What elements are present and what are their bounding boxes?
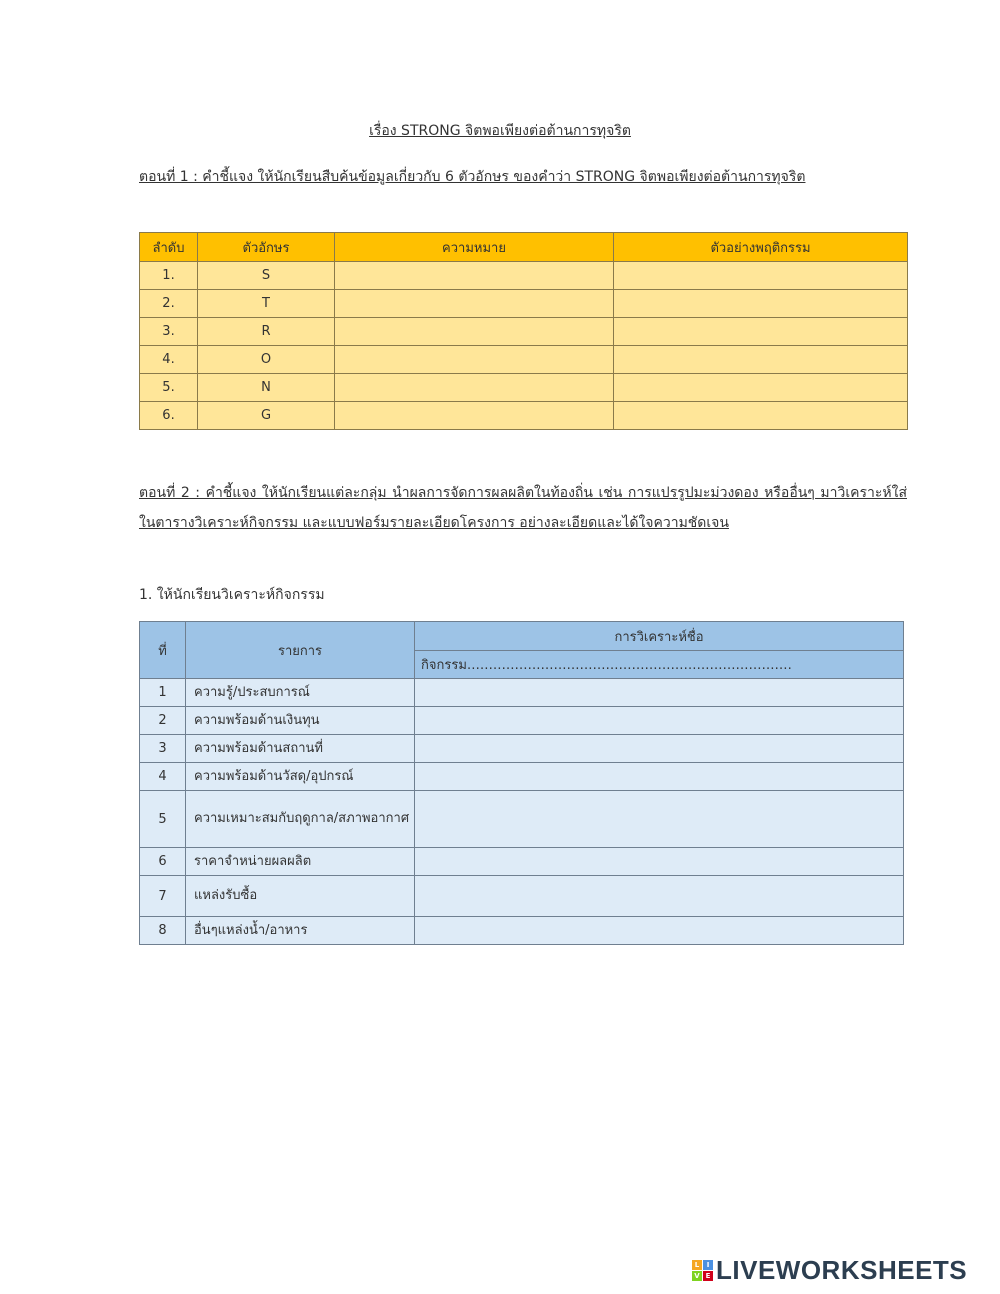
row-letter: N [198,374,335,402]
header-activity: กิจกรรม………………………………………………………………… [415,651,904,679]
header-order: ลำดับ [140,233,198,262]
strong-table [139,232,908,430]
part2-instructions: ตอนที่ 2 : คำชี้แจง ให้นักเรียนแต่ละกลุ่ม นำผลการจัดการผลผลิตในท้องถิ่น เช่น การแปรรูปมะม่วงดอง หรืออื่นๆ มาวิเคราะห์ใส่ในตารางวิเคราะห์กิจกรรม และแบบฟอร์มรายละเอียดโครงการ อย่างละเอียดและได้ใจความชัดเจน [139,485,907,531]
worksheet-title: เรื่อง STRONG จิตพอเพียงต่อต้านการทุจริต [369,123,631,139]
row-letter: R [198,318,335,346]
table-row [140,346,908,374]
analysis-input[interactable] [415,735,904,763]
table-row [140,707,904,735]
row-number: 6. [140,402,198,430]
analysis-input[interactable] [415,707,904,735]
meaning-input[interactable] [335,262,614,290]
row-item: ความพร้อมด้านวัสดุ/อุปกรณ์ [186,763,415,791]
table-row [140,876,904,917]
row-number: 4 [140,763,186,791]
row-item: แหล่งรับซื้อ [186,876,415,917]
row-letter: S [198,262,335,290]
table-row [140,262,908,290]
analysis-table-header [140,622,904,651]
table-row [140,318,908,346]
row-item: อื่นๆแหล่งน้ำ/อาหาร [186,917,415,945]
row-number: 1 [140,679,186,707]
example-input[interactable] [614,374,908,402]
logo-grid-icon [692,1260,713,1281]
meaning-input[interactable] [335,346,614,374]
example-input[interactable] [614,346,908,374]
analysis-input[interactable] [415,876,904,917]
example-input[interactable] [614,402,908,430]
table-row [140,290,908,318]
analysis-input[interactable] [415,679,904,707]
row-item: ความรู้/ประสบการณ์ [186,679,415,707]
row-item: ความเหมาะสมกับฤดูกาล/สภาพอากาศ [186,791,415,848]
row-letter: O [198,346,335,374]
header-meaning: ความหมาย [335,233,614,262]
analysis-input[interactable] [415,917,904,945]
table-row [140,402,908,430]
table-row [140,848,904,876]
example-input[interactable] [614,318,908,346]
analysis-input[interactable] [415,791,904,848]
table-row [140,763,904,791]
logo-tile-v: V [692,1271,702,1281]
header-analysis-name: การวิเคราะห์ชื่อ [415,622,904,651]
meaning-input[interactable] [335,290,614,318]
part1-instructions: ตอนที่ 1 : คำชี้แจง ให้นักเรียนสืบค้นข้อมูลเกี่ยวกับ 6 ตัวอักษร ของคำว่า STRONG จิตพอเพียงต่อต้านการทุจริต [139,169,806,185]
analysis-instruction: 1. ให้นักเรียนวิเคราะห์กิจกรรม [139,587,325,603]
example-input[interactable] [614,290,908,318]
row-number: 3. [140,318,198,346]
analysis-table [139,621,904,945]
row-number: 5 [140,791,186,848]
example-input[interactable] [614,262,908,290]
table-row [140,374,908,402]
meaning-input[interactable] [335,318,614,346]
row-number: 8 [140,917,186,945]
table-row [140,917,904,945]
row-item: ความพร้อมด้านสถานที่ [186,735,415,763]
row-number: 4. [140,346,198,374]
header-no: ที่ [140,622,186,679]
liveworksheets-logo [692,1255,967,1285]
row-letter: T [198,290,335,318]
table-row [140,735,904,763]
row-number: 3 [140,735,186,763]
row-number: 7 [140,876,186,917]
logo-tile-e: E [703,1271,713,1281]
analysis-input[interactable] [415,848,904,876]
strong-table-header [140,233,908,262]
logo-tile-l: L [692,1260,702,1270]
row-letter: G [198,402,335,430]
logo-tile-i: I [703,1260,713,1270]
row-number: 5. [140,374,198,402]
logo-text: LIVEWORKSHEETS [716,1254,968,1285]
row-number: 6 [140,848,186,876]
row-item: ความพร้อมด้านเงินทุน [186,707,415,735]
header-example: ตัวอย่างพฤติกรรม [614,233,908,262]
row-number: 2 [140,707,186,735]
meaning-input[interactable] [335,402,614,430]
row-item: ราคาจำหน่ายผลผลิต [186,848,415,876]
row-number: 2. [140,290,198,318]
row-number: 1. [140,262,198,290]
meaning-input[interactable] [335,374,614,402]
table-row [140,791,904,848]
header-item: รายการ [186,622,415,679]
table-row [140,679,904,707]
header-letter: ตัวอักษร [198,233,335,262]
analysis-input[interactable] [415,763,904,791]
